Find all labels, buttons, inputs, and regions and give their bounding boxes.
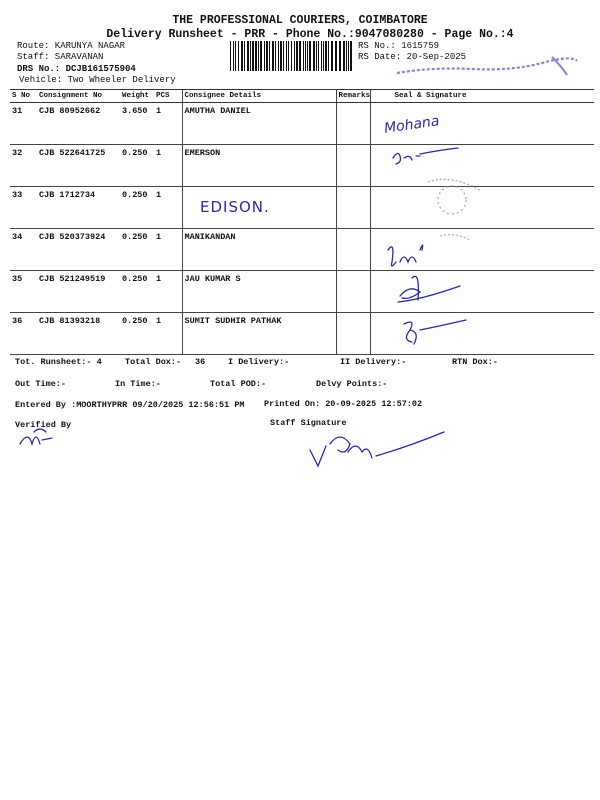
row-remarks: [336, 313, 370, 355]
verified-by: Verified By: [15, 420, 72, 430]
tot-runsheet: Tot. Runsheet:- 4: [15, 357, 102, 367]
table-row: [10, 145, 594, 187]
row-signature: [370, 313, 594, 355]
table-row: [10, 103, 594, 145]
row-sno: 33: [10, 187, 37, 229]
in-time: In Time:-: [115, 379, 161, 389]
row-remarks: [336, 145, 370, 187]
out-time: Out Time:-: [15, 379, 67, 389]
row-consignment: CJB 520373924: [37, 229, 120, 271]
row-consignment: CJB 1712734: [37, 187, 120, 229]
vehicle-label: Vehicle: Two Wheeler Delivery: [19, 75, 176, 85]
printed-on: Printed On: 20-09-2025 12:57:02: [264, 399, 423, 409]
col-remarks: Remarks: [336, 90, 370, 103]
row-consignment: CJB 80952662: [37, 103, 120, 145]
row-weight: 0.250: [120, 229, 154, 271]
runsheet-table: [10, 89, 594, 355]
row-pcs: 1: [154, 229, 182, 271]
table-row: [10, 187, 594, 229]
entered-by: Entered By :MOORTHYPRR 09/20/2025 12:56:51 PM: [15, 400, 245, 410]
row-remarks: [336, 103, 370, 145]
row-signature: [370, 229, 594, 271]
row-pcs: 1: [154, 271, 182, 313]
handwritten-consignee: EDISON.: [200, 198, 270, 216]
table-row: [10, 313, 594, 355]
row-pcs: 1: [154, 145, 182, 187]
row-sno: 32: [10, 145, 37, 187]
row-weight: 3.650: [120, 103, 154, 145]
col-pcs: PCS: [154, 90, 182, 103]
row-weight: 0.250: [120, 313, 154, 355]
stamp-icon: [392, 55, 582, 79]
col-weight: Weight: [120, 90, 154, 103]
col-consignment: Consignment No: [37, 90, 120, 103]
staff-signature: Staff Signature: [270, 418, 347, 428]
row-signature: [370, 187, 594, 229]
row-consignee: SUMIT SUDHIR PATHAK: [182, 313, 336, 355]
row-consignment: CJB 81393218: [37, 313, 120, 355]
row-pcs: 1: [154, 313, 182, 355]
row-weight: 0.250: [120, 187, 154, 229]
row-consignment: CJB 521249519: [37, 271, 120, 313]
runsheet-title: Delivery Runsheet - PRR - Phone No.:9047080280 - Page No.:4: [106, 28, 514, 41]
row-consignee: AMUTHA DANIEL: [182, 103, 336, 145]
table-header-row: [10, 90, 594, 103]
ii-delivery: II Delivery:-: [340, 357, 407, 367]
row-sno: 35: [10, 271, 37, 313]
route-label: Route: KARUNYA NAGAR: [17, 41, 126, 51]
row-sno: 31: [10, 103, 37, 145]
col-sno: S No: [10, 90, 37, 103]
total-dox-value: 36: [195, 357, 206, 367]
col-consignee: Consignee Details: [182, 90, 336, 103]
table-row: [10, 229, 594, 271]
delvy-points: Delvy Points:-: [316, 379, 388, 389]
table-row: [10, 271, 594, 313]
row-consignee: JAU KUMAR S: [182, 271, 336, 313]
rtn-dox: RTN Dox:-: [452, 357, 498, 367]
row-weight: 0.250: [120, 271, 154, 313]
row-remarks: [336, 187, 370, 229]
row-pcs: 1: [154, 187, 182, 229]
i-delivery: I Delivery:-: [228, 357, 290, 367]
signature-mohana: Mohana: [383, 113, 441, 137]
row-remarks: [336, 229, 370, 271]
row-weight: 0.250: [120, 145, 154, 187]
row-sno: 36: [10, 313, 37, 355]
row-consignment: CJB 522641725: [37, 145, 120, 187]
row-consignee: MANIKANDAN: [182, 229, 336, 271]
rs-date: RS Date: 20-Sep-2025: [358, 52, 467, 62]
row-sno: 34: [10, 229, 37, 271]
row-pcs: 1: [154, 103, 182, 145]
col-seal-signature: Seal & Signature: [370, 90, 594, 103]
total-dox: Total Dox:-: [125, 357, 182, 367]
rs-number: RS No.: 1615759: [358, 41, 440, 51]
row-remarks: [336, 271, 370, 313]
barcode-icon: [230, 41, 354, 71]
drs-number: DRS No.: DCJB161575904: [17, 64, 136, 74]
row-signature: [370, 145, 594, 187]
company-name: THE PROFESSIONAL COURIERS, COIMBATORE: [172, 14, 428, 27]
total-pod: Total POD:-: [210, 379, 267, 389]
row-signature: [370, 271, 594, 313]
row-consignee: EMERSON: [182, 145, 336, 187]
staff-label: Staff: SARAVANAN: [17, 52, 104, 62]
